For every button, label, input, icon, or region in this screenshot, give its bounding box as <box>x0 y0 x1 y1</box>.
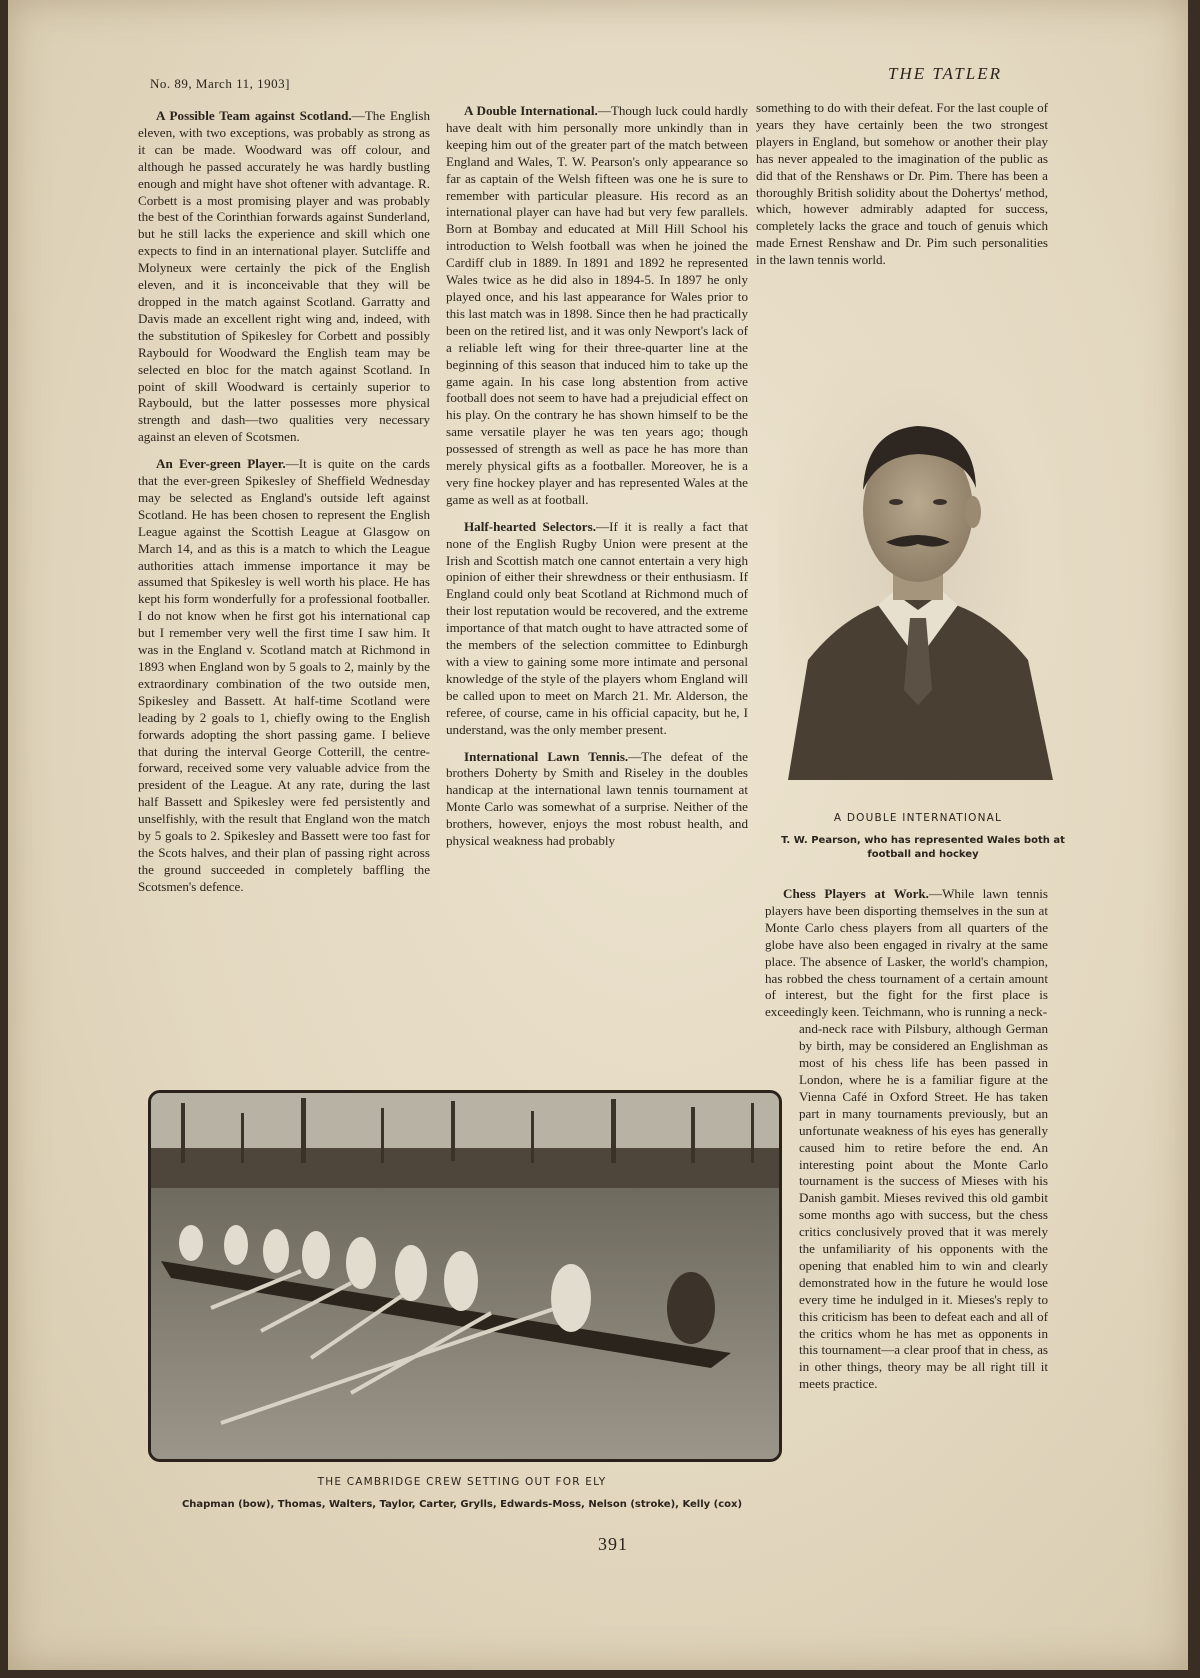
portrait-caption-title: A DOUBLE INTERNATIONAL <box>833 812 1003 824</box>
article-heading: A Double International. <box>464 103 598 118</box>
rowing-illustration <box>151 1093 779 1459</box>
portrait-photo <box>778 360 1058 780</box>
article-team-against-scotland <box>138 108 430 446</box>
article-ever-green-player <box>138 456 430 896</box>
issue-line: No. 89, March 11, 1903] <box>150 76 290 91</box>
article-body: —The English eleven, with two exceptions, was probably as strong as it can be made. Woodward was off colour, and although he passed accurately he was hardly bustling enough and might have shot oftener with advantage. R. Corbett is a most promising player and was probably the best of the Corinthian forwards against Sunderland, but he still lacks the experience and skill which one expects to find in an international player. Sutcliffe and Molyneux were certainly the pick of the English eleven, and it is inconceivable that they will be dropped in the match against Scotland. Garratty and Davis made an excellent right wing and, indeed, with the substitution of Spikesley for Corbett and possibly Raybould for Woodward the English team may be selected en bloc for the match against Scotland. In point of skill Woodward is certainly superior to Raybould, but the latter possesses more physical strength and dash—two qualities very necessary against an eleven of Scotsmen. <box>138 108 430 445</box>
article-heading: Half-hearted Selectors. <box>464 518 596 534</box>
masthead: THE TATLER <box>888 64 1002 83</box>
column-3-chess <box>765 886 1048 1403</box>
article-body: —It is quite on the cards that the ever-green Spikesley of Sheffield Wednesday may be selected as England's outside left against Scotland. He has been chosen to represent the English League against the Scottish League at Glasgow on March 14, and as this is a match to which the League authorities attach immense importance it may be assumed that Spikesley is well worth his place. He has kept his form wonderfully for a professional footballer. I do not know when he first got his international cap but I remember very well the first time I saw him. It was in the England v. Scotland match at Richmond in 1893 when England won by 5 goals to 2, mainly by the extraordinary combination of the two outside men, Spikesley and Bassett. At half-time Scotland were leading by 2 goals to 1, chiefly owing to the English forwards adopting the short passing game. I believe that during the interval George Cotterill, the centre-forward, received some very valuable advice from the president of the League. At any rate, during the last half Bassett and Spikesley were fed persistently and unselfishly, with the result that England won the match by 5 goals to 2. Spikesley and Bassett were too fast for the Scots halves, and their plan of passing right across the ground succeeded in completely baffling the Scotsmen's defence. <box>138 456 431 894</box>
article-double-international <box>446 103 748 509</box>
article-body: —While lawn tennis players have been disporting themselves in the sun at Monte Carlo chess players from all quarters of the globe have also been engaged in rivalry at the same place. The absence of Lasker, the world's champion, has robbed the chess tournament of a certain amount of interest, but the fight for the first place is exceedingly keen. Teichmann, who is running a neck- <box>765 886 1048 1020</box>
article-heading: International Lawn Tennis. <box>464 748 629 764</box>
article-heading: Chess Players at Work. <box>783 886 929 901</box>
portrait-illustration <box>778 360 1058 780</box>
magazine-page <box>8 0 1188 1670</box>
column-2 <box>446 103 748 860</box>
lawn-tennis-continued: something to do with their defeat. For the last couple of years they have certainly been the two strongest players in England, but somehow or another their play has never appealed to the imagination of the public as did that of the Renshaws or Dr. Pim. There has been a thoroughly British solidity about the Dohertys' method, which, however admirably adapted for success, completely lacks the grace and touch of genuis which made Ernest Renshaw and Dr. Pim such personalities in the lawn tennis world. <box>756 100 1048 268</box>
rowing-caption-title: THE CAMBRIDGE CREW SETTING OUT FOR ELY <box>317 1476 607 1488</box>
article-lawn-tennis <box>446 749 748 850</box>
article-body: —If it is really a fact that none of the English Rugby Union were present at the Irish and Scottish match one cannot entertain a very high opinion of either their shrewdness or their enthusiasm. If England could only beat Scotland at Richmond much of their lost reputation would be recovered, and the extreme importance of that match ought to have attracted some of the members of the selection committee to Edinburgh with a view to gaining some more intimate and personal knowledge of the style of the players whom England will be called upon to meet on March 21. Mr. Alderson, the referee, of course, came in his official capacity, but he, I understand, was the only member present. <box>446 518 748 737</box>
article-chess-continued: and-neck race with Pilsbury, although German by birth, may be considered an Englishman as most of his chess life has been passed in London, where he is a familiar figure at the Vienna Café in Oxford Street. He has taken part in many tournaments previously, but an unfortunate weakness of his eyes has generally caused him to retire before the end. An interesting point about the Monte Carlo tournament is the success of Mieses with his Danish gambit. Mieses revived this old gambit some months ago with success, but the chess critics conclusively proved that it was merely the unfamiliarity of his opponents with the opening that enabled him to win and clearly demonstrated how in the future he would lose every time he indulged in it. Mieses's reply to this criticism has been to defeat each and all of the critics whom he has met as opponents in this tournament—a clear proof that in chess, as in other things, theory may be all right till it meets practice. <box>799 1021 1048 1392</box>
column-3-top <box>756 100 1048 279</box>
article-heading: An Ever-green Player. <box>156 456 286 472</box>
rowing-photo <box>148 1090 782 1462</box>
article-heading: A Possible Team against Scotland. <box>156 108 352 123</box>
article-body: —The defeat of the brothers Doherty by Smith and Riseley in the doubles handicap at the international lawn tennis tournament at Monte Carlo was somewhat of a surprise. Neither of the brothers, however, enjoys the most robust health, and physical weakness had probably <box>446 748 748 849</box>
page-number: 391 <box>598 1534 628 1554</box>
article-chess-players <box>765 886 1048 1021</box>
article-body: —Though luck could hardly have dealt with him personally more unkindly than in keeping him out of the greater part of the match between England and Wales, T. W. Pearson's only appearance so far as captain of the Welsh fifteen was one he is sure to remember with particular pleasure. His record as an international player can have had but very few parallels. Born at Bombay and educated at Mill Hill School his introduction to Welsh football was when he joined the Cardiff club in 1889. In 1891 and 1892 he represented Wales twice as he did also in 1894-5. In 1897 he only played once, and his last appearance for Wales prior to this last match was in 1898. Since then he had practically been on the retired list, and it was only Newport's lack of a reliable left wing for their three-quarter line at the beginning of this season that induced him to take up the game again. In his case long abstention from active football does not seem to have had a prejudicial effect on his play. On the contrary he has shown himself to be the same versatile player he was ten years ago; though possessed of strength as well as pace he has more than merely physical gifts as a footballer. Moreover, he is a very fine hockey player and has represented Wales at the game as well as at football. <box>446 103 749 507</box>
portrait-caption-subtitle: T. W. Pearson, who has represented Wales both at football and hockey <box>781 835 1065 860</box>
column-1 <box>138 108 430 906</box>
rowing-caption-subtitle: Chapman (bow), Thomas, Walters, Taylor, Carter, Grylls, Edwards-Moss, Nelson (stroke), Kelly (cox) <box>181 1499 743 1510</box>
article-half-hearted-selectors <box>446 519 748 739</box>
